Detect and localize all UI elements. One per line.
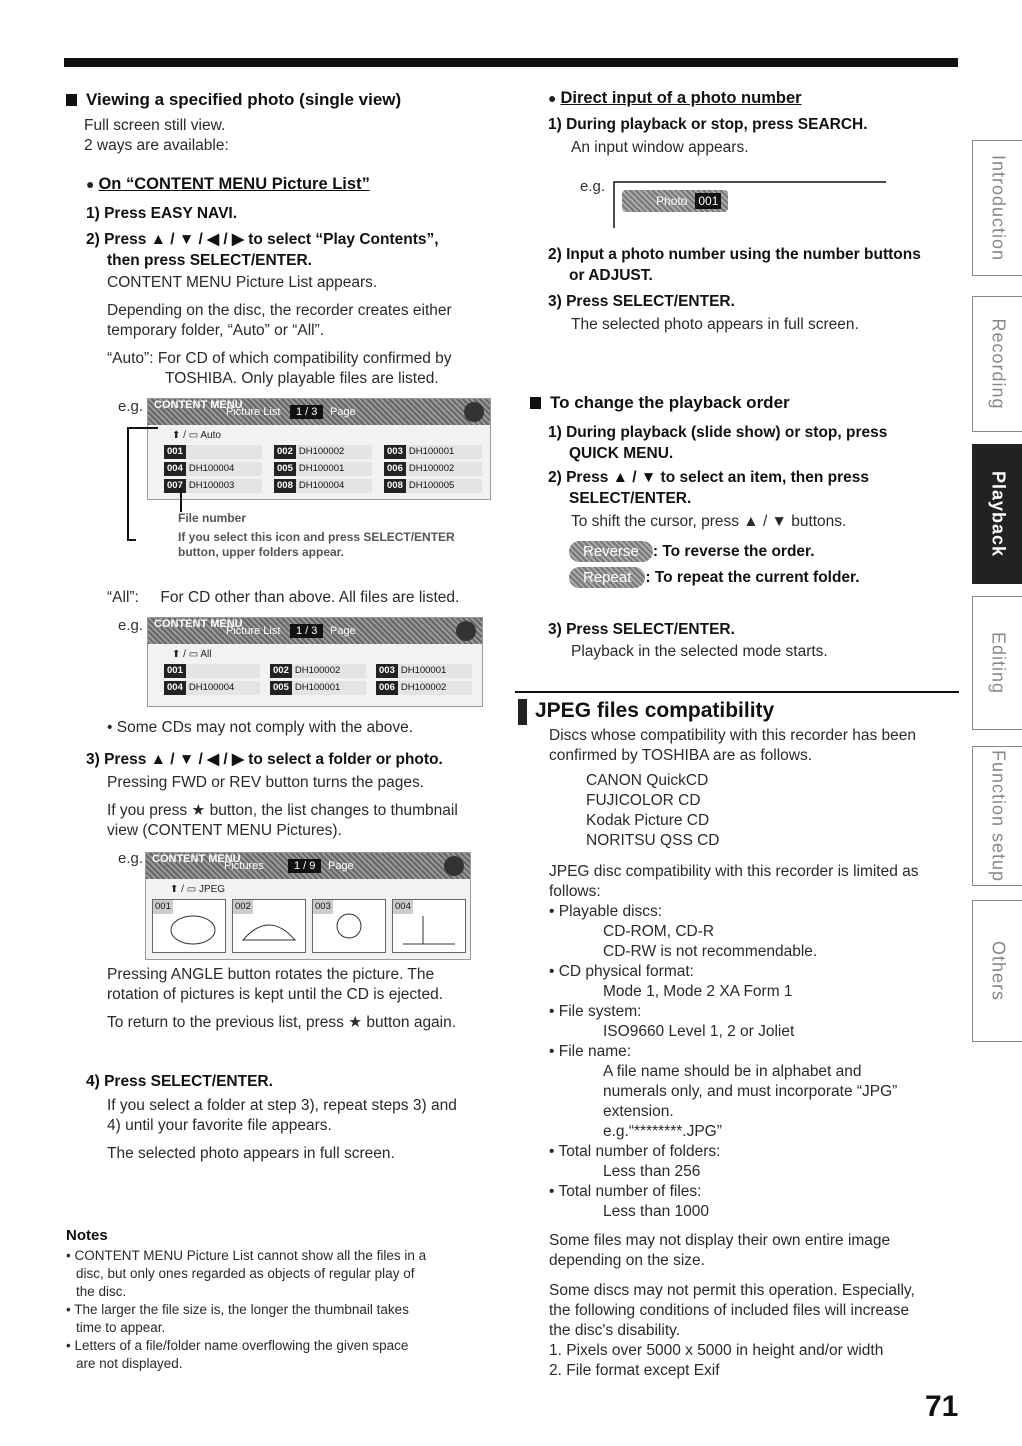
side-tab-others[interactable] — [972, 900, 1022, 1042]
intro-line-2: 2 ways are available: — [84, 137, 229, 154]
cond-2: 2. File format except Exif — [549, 1362, 720, 1379]
brand-item: CANON QuickCD — [586, 772, 709, 789]
screen-menu-title: CONTENT MENU — [154, 618, 243, 630]
item-num: 005 — [270, 681, 292, 695]
brand-item: Kodak Picture CD — [586, 812, 710, 829]
o-step-2-desc: To shift the cursor, press ▲ / ▼ buttons. — [571, 513, 847, 530]
step-2-line-2: then press SELECT/ENTER. — [107, 252, 312, 269]
thumbnail — [392, 899, 466, 953]
heading-bar-icon — [518, 699, 527, 725]
list-item — [274, 445, 372, 459]
item-num: 004 — [164, 681, 186, 695]
list-item — [270, 664, 366, 678]
side-tab-introduction[interactable] — [972, 140, 1022, 276]
side-tab-label: Playback — [988, 470, 1009, 558]
spec-line: Mode 1, Mode 2 XA Form 1 — [603, 983, 793, 1000]
dot-bullet-icon: ● — [548, 90, 557, 106]
list-item — [376, 681, 472, 695]
side-tab-recording[interactable] — [972, 296, 1022, 432]
page-indicator: 1 / 3 — [290, 405, 323, 419]
spec-line: e.g.“********.JPG” — [603, 1123, 722, 1140]
page-indicator: 1 / 3 — [290, 624, 323, 638]
note-item — [66, 1247, 506, 1301]
notes-title: Notes — [66, 1227, 108, 1244]
list-item — [384, 445, 482, 459]
intro-line-1: Full screen still view. — [84, 117, 226, 134]
thumbnail — [152, 899, 226, 953]
jpeg-intro-2: confirmed by TOSHIBA are as follows. — [549, 747, 813, 764]
return-line: To return to the previous list, press ★ button again. — [107, 1014, 457, 1031]
step-4-desc-1a: If you select a folder at step 3), repeat steps 3) and — [107, 1097, 457, 1114]
screen-menu-title: CONTENT MENU — [152, 853, 241, 865]
all-line: “All”: For CD other than above. All files are listed. — [107, 589, 460, 606]
page-number: 71 — [925, 1390, 959, 1423]
folder-row: ⬆ / ▭ JPEG — [170, 884, 226, 895]
thumb-num: 003 — [315, 901, 331, 912]
cond-1: 1. Pixels over 5000 x 5000 in height and/or width — [549, 1342, 884, 1359]
thumb-num: 001 — [155, 901, 171, 912]
repeat-desc: : To repeat the current folder. — [645, 569, 860, 586]
some-files-1: Some files may not display their own entire image — [549, 1232, 891, 1249]
step-3-desc-2a: If you press ★ button, the list changes to thumbnail — [107, 802, 458, 819]
heading-text: To change the playback order — [550, 393, 790, 412]
item-file: DH100002 — [294, 665, 341, 676]
item-file: DH100001 — [400, 665, 447, 676]
item-file: DH100001 — [298, 463, 345, 474]
jpeg-intro-1: Discs whose compatibility with this recorder has been — [549, 727, 916, 744]
note-line: • The larger the file size is, the longer the thumbnail takes — [66, 1302, 409, 1317]
some-files-2: depending on the size. — [549, 1252, 705, 1269]
item-file: DH100002 — [298, 446, 345, 457]
bullet-cds: • Some CDs may not comply with the above. — [107, 719, 414, 736]
folder-name: JPEG — [198, 884, 226, 895]
subheading-direct-input — [548, 89, 802, 108]
some-discs-3: the disc's disability. — [549, 1322, 681, 1339]
screen-header — [146, 853, 470, 879]
side-tab-label: Recording — [988, 318, 1009, 410]
r-step-3: 3) Press SELECT/ENTER. — [548, 293, 735, 310]
file-number-label: File number — [178, 511, 247, 525]
o-step-1-line-1: 1) During playback (slide show) or stop, press — [548, 424, 888, 441]
item-num: 003 — [376, 664, 398, 678]
note-line: button, upper folders appear. — [178, 545, 345, 559]
repeat-button: Repeat — [569, 567, 645, 588]
spec-line: numerals only, and must incorporate “JPG” — [603, 1083, 898, 1100]
screen-header — [148, 618, 482, 644]
list-item — [274, 462, 372, 476]
step-1: 1) Press EASY NAVI. — [86, 205, 238, 222]
item-file: DH100002 — [400, 682, 447, 693]
thumb-num: 004 — [395, 901, 411, 912]
note-item — [66, 1337, 506, 1373]
limited-1: JPEG disc compatibility with this recorder is limited as — [549, 863, 919, 880]
list-item — [270, 681, 366, 695]
step-3-desc-1: Pressing FWD or REV button turns the pages. — [107, 774, 425, 791]
side-tab-label: Others — [988, 940, 1009, 1002]
item-num: 008 — [384, 479, 406, 493]
item-file: DH100005 — [408, 480, 455, 491]
square-bullet-icon — [530, 397, 541, 409]
note-line: If you select this icon and press SELECT/ENTER — [178, 530, 455, 544]
top-rule — [64, 58, 958, 67]
note-line: are not displayed. — [76, 1356, 183, 1371]
item-file: DH100004 — [188, 682, 235, 693]
side-tab-label: Introduction — [988, 154, 1009, 262]
eg-label: e.g. — [580, 178, 606, 195]
item-file: DH100004 — [298, 480, 345, 491]
item-num: 003 — [384, 445, 406, 459]
item-file: DH100001 — [294, 682, 341, 693]
note-line: • Letters of a file/folder name overflowing the given space — [66, 1338, 409, 1353]
list-item — [164, 664, 260, 678]
spec-label: • File name: — [549, 1043, 632, 1060]
screen-tab: Picture List — [226, 625, 281, 637]
dot-bullet-icon: ● — [86, 176, 95, 192]
step-4: 4) Press SELECT/ENTER. — [86, 1073, 273, 1090]
item-num: 001 — [164, 664, 186, 678]
step-3-desc-2b: view (CONTENT MENU Pictures). — [107, 822, 342, 839]
o-step-1-line-2: QUICK MENU. — [569, 445, 674, 462]
screen-tab: Pictures — [224, 860, 264, 872]
side-tab-function-setup[interactable] — [972, 746, 1022, 886]
eg-label: e.g. — [118, 398, 144, 415]
angle-line-2: rotation of pictures is kept until the CD is ejected. — [107, 986, 443, 1003]
step-4-desc-1b: 4) until your favorite file appears. — [107, 1117, 332, 1134]
o-step-3-desc: Playback in the selected mode starts. — [571, 643, 828, 660]
r-step-1-desc: An input window appears. — [571, 139, 749, 156]
item-num: 004 — [164, 462, 186, 476]
thumb-num: 002 — [235, 901, 251, 912]
pictures-thumbnail-screen — [145, 852, 471, 960]
item-num: 008 — [274, 479, 296, 493]
subheading-text: Direct input of a photo number — [560, 89, 802, 107]
folder-name: Auto — [200, 430, 221, 441]
screen-tab: Picture List — [226, 406, 281, 418]
limited-2: follows: — [549, 883, 601, 900]
photo-input-window — [622, 190, 728, 212]
photo-input-number: 001 — [695, 193, 721, 209]
spec-label: • File system: — [549, 1003, 642, 1020]
thumbnail — [232, 899, 306, 953]
item-file: DH100004 — [188, 463, 235, 474]
page-label: Page — [328, 860, 354, 872]
side-tab-playback[interactable] — [972, 444, 1022, 584]
item-file: DH100002 — [408, 463, 455, 474]
some-discs-2: the following conditions of included files will increase — [549, 1302, 910, 1319]
page-label: Page — [330, 625, 356, 637]
note-line: disc, but only ones regarded as objects of regular play of — [76, 1266, 415, 1281]
list-item — [164, 681, 260, 695]
item-num: 007 — [164, 479, 186, 493]
list-item — [384, 479, 482, 493]
item-num: 005 — [274, 462, 296, 476]
reverse-desc: : To reverse the order. — [652, 543, 815, 560]
side-tab-label: Editing — [988, 631, 1009, 695]
brand-item: FUJICOLOR CD — [586, 792, 701, 809]
o-step-2-line-1: 2) Press ▲ / ▼ to select an item, then press — [548, 469, 869, 486]
reverse-button: Reverse — [569, 541, 653, 562]
section-heading-single-view — [66, 90, 401, 110]
step-2-desc: CONTENT MENU Picture List appears. — [107, 274, 378, 291]
list-item — [384, 462, 482, 476]
item-file: DH100003 — [188, 480, 235, 491]
o-step-3: 3) Press SELECT/ENTER. — [548, 621, 735, 638]
notes-list — [66, 1247, 506, 1373]
jpeg-section-heading — [515, 691, 959, 723]
note-line: • CONTENT MENU Picture List cannot show all the files in a — [66, 1248, 427, 1263]
folder-icon-note — [178, 530, 455, 560]
reverse-option — [569, 541, 815, 563]
item-num: 006 — [384, 462, 406, 476]
list-item — [376, 664, 472, 678]
folder-row: ⬆ / ▭ Auto — [172, 430, 221, 441]
repeat-option — [569, 567, 860, 589]
square-bullet-icon — [66, 94, 77, 106]
brand-item: NORITSU QSS CD — [586, 832, 720, 849]
thumbnail — [312, 899, 386, 953]
side-tab-editing[interactable] — [972, 596, 1022, 730]
r-step-1: 1) During playback or stop, press SEARCH. — [548, 116, 868, 133]
spec-line: CD-ROM, CD-R — [603, 923, 715, 940]
screen-menu-title: CONTENT MENU — [154, 399, 243, 411]
page-label: Page — [330, 406, 356, 418]
note-item — [66, 1301, 506, 1337]
picture-list-all-screen — [147, 617, 483, 707]
spec-line: CD-RW is not recommendable. — [603, 943, 818, 960]
item-num: 001 — [164, 445, 186, 459]
auto-line-1: “Auto”: For CD of which compatibility confirmed by — [107, 350, 452, 367]
spec-list — [549, 902, 959, 1222]
angle-line-1: Pressing ANGLE button rotates the picture. The — [107, 966, 435, 983]
eg-label: e.g. — [118, 850, 144, 867]
item-file: DH100001 — [408, 446, 455, 457]
step-2-line-1: 2) Press ▲ / ▼ / ◀ / ▶ to select “Play Contents”, — [86, 231, 439, 248]
cd-icon — [464, 402, 484, 422]
photo-input-label: Photo — [656, 194, 688, 208]
step-3: 3) Press ▲ / ▼ / ◀ / ▶ to select a folder or photo. — [86, 751, 443, 768]
cd-icon — [456, 621, 476, 641]
step-4-desc-2: The selected photo appears in full screen. — [107, 1145, 395, 1162]
cd-icon — [444, 856, 464, 876]
spec-line: A file name should be in alphabet and — [603, 1063, 862, 1080]
brand-list — [586, 771, 719, 851]
jpeg-title: JPEG files compatibility — [535, 699, 775, 722]
spec-line: Less than 256 — [603, 1163, 701, 1180]
note-line: the disc. — [76, 1284, 127, 1299]
heading-text: Viewing a specified photo (single view) — [86, 90, 402, 109]
depending-line-1: Depending on the disc, the recorder creates either — [107, 302, 452, 319]
spec-label: • Playable discs: — [549, 903, 663, 920]
section-heading-playback-order — [530, 393, 790, 413]
item-num: 002 — [274, 445, 296, 459]
spec-line: extension. — [603, 1103, 674, 1120]
subheading-text: On “CONTENT MENU Picture List” — [98, 175, 370, 193]
page-indicator: 1 / 9 — [288, 859, 321, 873]
spec-label: • CD physical format: — [549, 963, 694, 980]
folder-row: ⬆ / ▭ All — [172, 649, 212, 660]
item-num: 002 — [270, 664, 292, 678]
eg-label: e.g. — [118, 617, 144, 634]
r-step-2-line-2: or ADJUST. — [569, 267, 653, 284]
side-tab-label: Function setup — [988, 749, 1009, 883]
spec-line: ISO9660 Level 1, 2 or Joliet — [603, 1023, 795, 1040]
item-num: 006 — [376, 681, 398, 695]
subheading-content-menu — [86, 175, 370, 194]
r-step-2-line-1: 2) Input a photo number using the number buttons — [548, 246, 921, 263]
spec-label: • Total number of folders: — [549, 1143, 721, 1160]
r-step-3-desc: The selected photo appears in full screen. — [571, 316, 859, 333]
some-discs-1: Some discs may not permit this operation. Especially, — [549, 1282, 915, 1299]
spec-line: Less than 1000 — [603, 1203, 710, 1220]
spec-label: • Total number of files: — [549, 1183, 702, 1200]
auto-line-2: TOSHIBA. Only playable files are listed. — [165, 370, 439, 387]
o-step-2-line-2: SELECT/ENTER. — [569, 490, 692, 507]
note-line: time to appear. — [76, 1320, 166, 1335]
list-item — [274, 479, 372, 493]
depending-line-2: temporary folder, “Auto” or “All”. — [107, 322, 325, 339]
folder-name: All — [200, 649, 212, 660]
